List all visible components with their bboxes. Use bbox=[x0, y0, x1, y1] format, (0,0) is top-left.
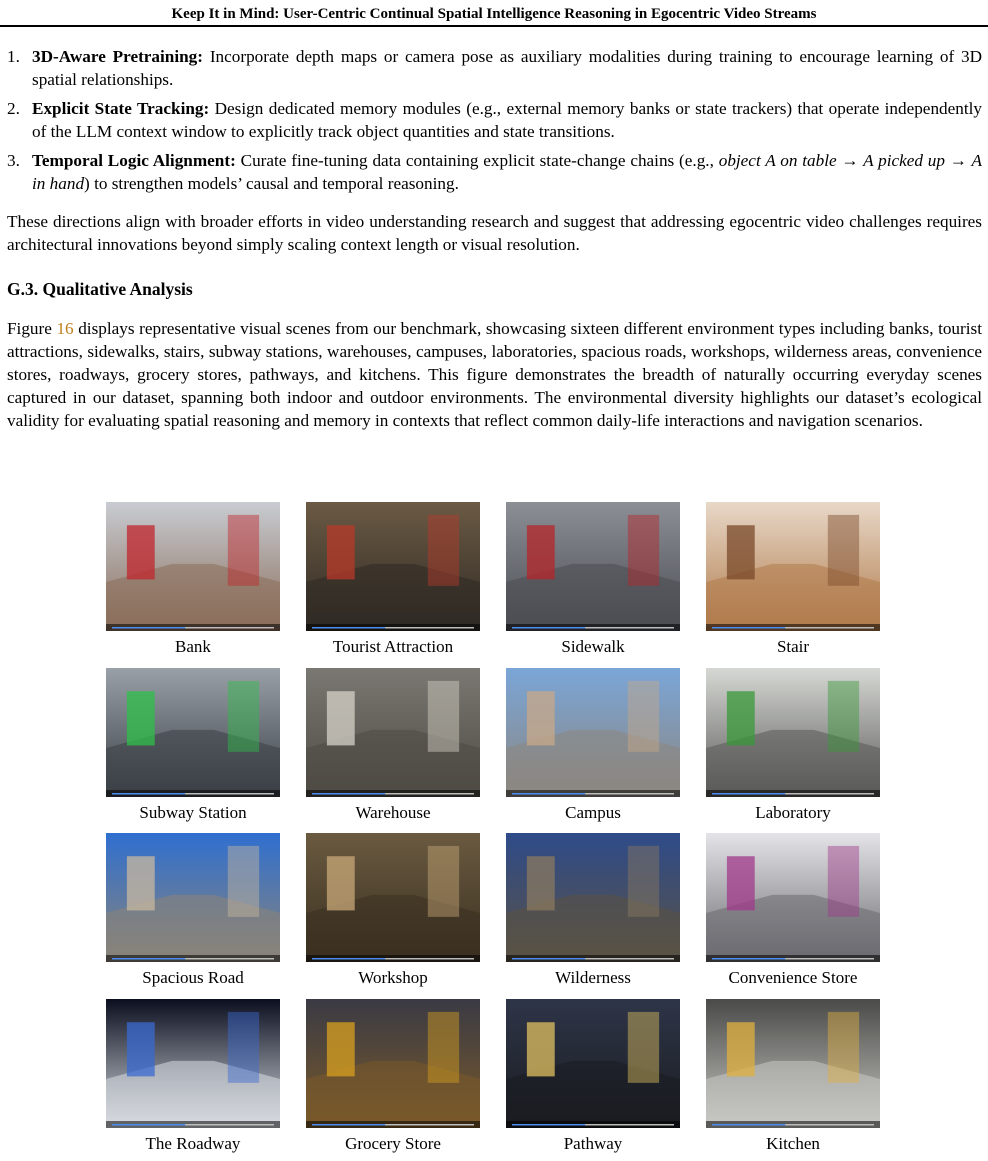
paragraph-qualitative: Figure 16 displays representative visual scenes from our benchmark, showcasing sixteen different environment types including banks, tourist attractions, sidewalks, stairs, subway stations, warehouses, campuses, laboratories, spacious roads, workshops, wilderness areas, convenience stores, roadways, grocery stores, pathways, and kitchens. This figure demonstrates the breadth of naturally occurring everyday scenes captured in our dataset, spanning both indoor and outdoor environments. The environmental diversity highlights our dataset’s ecological validity for evaluating spatial reasoning and memory in contexts that reflect common daily-life interactions and navigation scenarios. bbox=[7, 319, 982, 430]
scene-caption: The Roadway bbox=[145, 1134, 241, 1153]
running-header bbox=[0, 0, 988, 28]
scene-image bbox=[506, 999, 680, 1128]
scene-thumbnail bbox=[106, 502, 280, 631]
list-number: 2. bbox=[7, 99, 20, 118]
scene-image bbox=[106, 999, 280, 1128]
scene-thumbnail bbox=[506, 502, 680, 631]
header-rule bbox=[0, 25, 988, 27]
scene-caption: Warehouse bbox=[355, 803, 431, 822]
list-item bbox=[7, 97, 982, 143]
scene-image bbox=[106, 668, 280, 797]
body-text bbox=[7, 45, 982, 432]
scene-caption: Kitchen bbox=[766, 1134, 820, 1153]
list-item-text: Curate fine-tuning data containing explicit state-change chains (e.g., bbox=[235, 151, 719, 170]
scene-caption: Bank bbox=[175, 637, 211, 656]
figure-reference-link[interactable]: 16 bbox=[56, 319, 74, 338]
paragraph-directions: These directions align with broader efforts in video understanding research and suggest that addressing egocentric video challenges requires architectural innovations beyond simply scaling context length or visual resolution. bbox=[7, 212, 982, 254]
scene-caption: Grocery Store bbox=[345, 1134, 441, 1153]
scene-image bbox=[706, 999, 880, 1128]
scene-thumbnail bbox=[706, 999, 880, 1128]
scene-image bbox=[306, 502, 480, 631]
scene-thumbnail bbox=[306, 833, 480, 962]
scene-image bbox=[706, 502, 880, 631]
list-number: 1. bbox=[7, 47, 20, 66]
scene-caption: Spacious Road bbox=[142, 968, 244, 987]
scene-image bbox=[706, 668, 880, 797]
scene-caption: Wilderness bbox=[555, 968, 631, 987]
scene-thumbnail bbox=[106, 833, 280, 962]
scene-thumbnail bbox=[106, 999, 280, 1128]
list-number: 3. bbox=[7, 151, 20, 170]
scene-figure-grid bbox=[106, 502, 880, 1157]
list-item-text: ) to strengthen models’ causal and temporal reasoning. bbox=[84, 174, 459, 193]
scene-caption: Subway Station bbox=[139, 803, 247, 822]
list-item bbox=[7, 149, 982, 195]
scene-thumbnail bbox=[706, 833, 880, 962]
list-item-italic-example: object A on table → A picked up → A in hand bbox=[32, 151, 982, 193]
scene-thumbnail bbox=[706, 502, 880, 631]
scene-image bbox=[506, 668, 680, 797]
scene-thumbnail bbox=[506, 833, 680, 962]
scene-caption: Stair bbox=[776, 637, 810, 656]
scene-image bbox=[106, 502, 280, 631]
scene-caption: Tourist Attraction bbox=[332, 637, 454, 656]
list-item-text: Incorporate depth maps or camera pose as auxiliary modalities during training to encourage learning of 3D spatial relationships. bbox=[32, 47, 983, 89]
scene-caption: Campus bbox=[565, 803, 621, 822]
scene-thumbnail bbox=[706, 668, 880, 797]
section-heading: G.3. Qualitative Analysis bbox=[7, 279, 193, 299]
scene-caption: Laboratory bbox=[755, 803, 831, 822]
scene-image bbox=[306, 999, 480, 1128]
directions-list bbox=[7, 45, 982, 195]
scene-thumbnail bbox=[506, 668, 680, 797]
scene-thumbnail bbox=[306, 668, 480, 797]
scene-image bbox=[506, 502, 680, 631]
scene-image bbox=[306, 668, 480, 797]
scene-caption: Pathway bbox=[563, 1134, 623, 1153]
scene-thumbnail bbox=[106, 668, 280, 797]
running-header-title: Keep It in Mind: User-Centric Continual Spatial Intelligence Reasoning in Egocentric Video Streams bbox=[171, 6, 817, 22]
scene-caption: Workshop bbox=[358, 968, 428, 987]
list-item-title: Explicit State Tracking: bbox=[32, 99, 210, 118]
scene-thumbnail bbox=[506, 999, 680, 1128]
scene-caption: Convenience Store bbox=[728, 968, 858, 987]
scene-thumbnail bbox=[306, 999, 480, 1128]
scene-image bbox=[306, 833, 480, 962]
scene-caption: Sidewalk bbox=[561, 637, 625, 656]
scene-image bbox=[506, 833, 680, 962]
list-item-title: Temporal Logic Alignment: bbox=[32, 151, 236, 170]
scene-image bbox=[106, 833, 280, 962]
scene-thumbnail bbox=[306, 502, 480, 631]
list-item-title: 3D-Aware Pretraining: bbox=[32, 47, 204, 66]
scene-image bbox=[706, 833, 880, 962]
list-item bbox=[7, 45, 982, 91]
list-item-text: Design dedicated memory modules (e.g., external memory banks or state trackers) that operate independently of the LLM context window to explicitly track object quantities and state transitions. bbox=[32, 99, 982, 141]
